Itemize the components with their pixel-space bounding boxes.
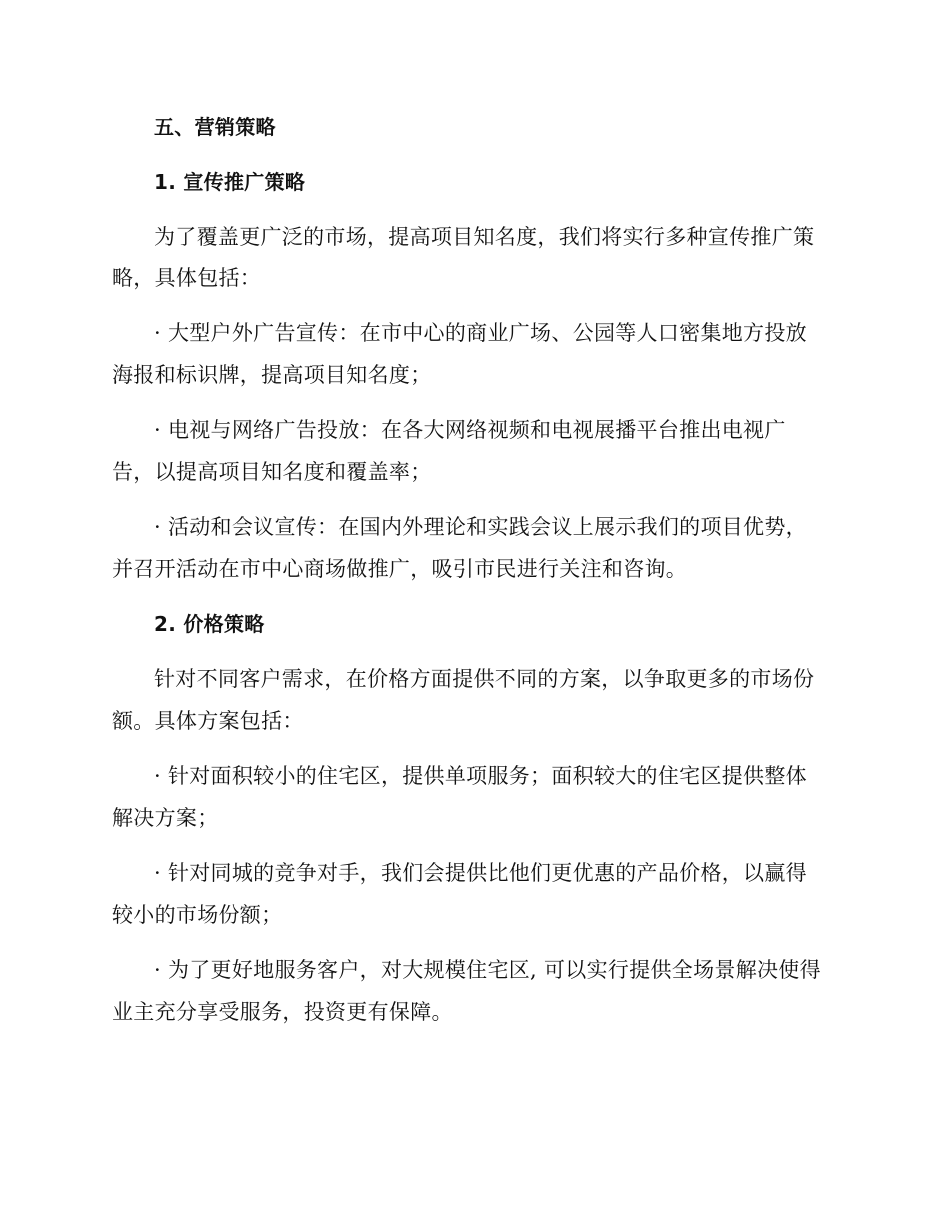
section-title: 五、营销策略 <box>154 115 276 139</box>
pricing-item-3-line-1: · 为了更好地服务客户，对大规模住宅区, 可以实行提供全场景解决使得 <box>154 958 821 982</box>
promotion-item-1-line-1: · 大型户外广告宣传：在市中心的商业广场、公园等人口密集地方投放 <box>154 321 807 345</box>
promotion-item-2-line-2: 告，以提高项目知名度和覆盖率； <box>112 460 432 484</box>
pricing-item-1-line-1: · 针对面积较小的住宅区，提供单项服务；面积较大的住宅区提供整体 <box>154 764 807 788</box>
promotion-heading: 1. 宣传推广策略 <box>154 170 306 194</box>
promotion-item-3-line-2: 并召开活动在市中心商场做推广，吸引市民进行关注和咨询。 <box>112 557 688 581</box>
promotion-item-2-line-1: · 电视与网络广告投放：在各大网络视频和电视展播平台推出电视广 <box>154 418 786 442</box>
promotion-item-1-line-2: 海报和标识牌，提高项目知名度； <box>112 363 432 387</box>
pricing-item-3-line-2: 业主充分享受服务，投资更有保障。 <box>112 1000 453 1024</box>
promotion-item-3-line-1: · 活动和会议宣传：在国内外理论和实践会议上展示我们的项目优势， <box>154 515 807 539</box>
pricing-heading: 2. 价格策略 <box>154 612 265 636</box>
pricing-item-2-line-2: 较小的市场份额； <box>112 903 283 927</box>
pricing-intro-line-1: 针对不同客户需求，在价格方面提供不同的方案，以争取更多的市场份 <box>154 667 815 691</box>
pricing-item-1-line-2: 解决方案； <box>112 806 219 830</box>
promotion-intro-line-2: 略，具体包括： <box>112 266 262 290</box>
promotion-intro-line-1: 为了覆盖更广泛的市场，提高项目知名度，我们将实行多种宣传推广策 <box>154 225 815 249</box>
pricing-intro-line-2: 额。具体方案包括： <box>112 709 304 733</box>
pricing-item-2-line-1: · 针对同城的竞争对手，我们会提供比他们更优惠的产品价格，以赢得 <box>154 861 807 885</box>
